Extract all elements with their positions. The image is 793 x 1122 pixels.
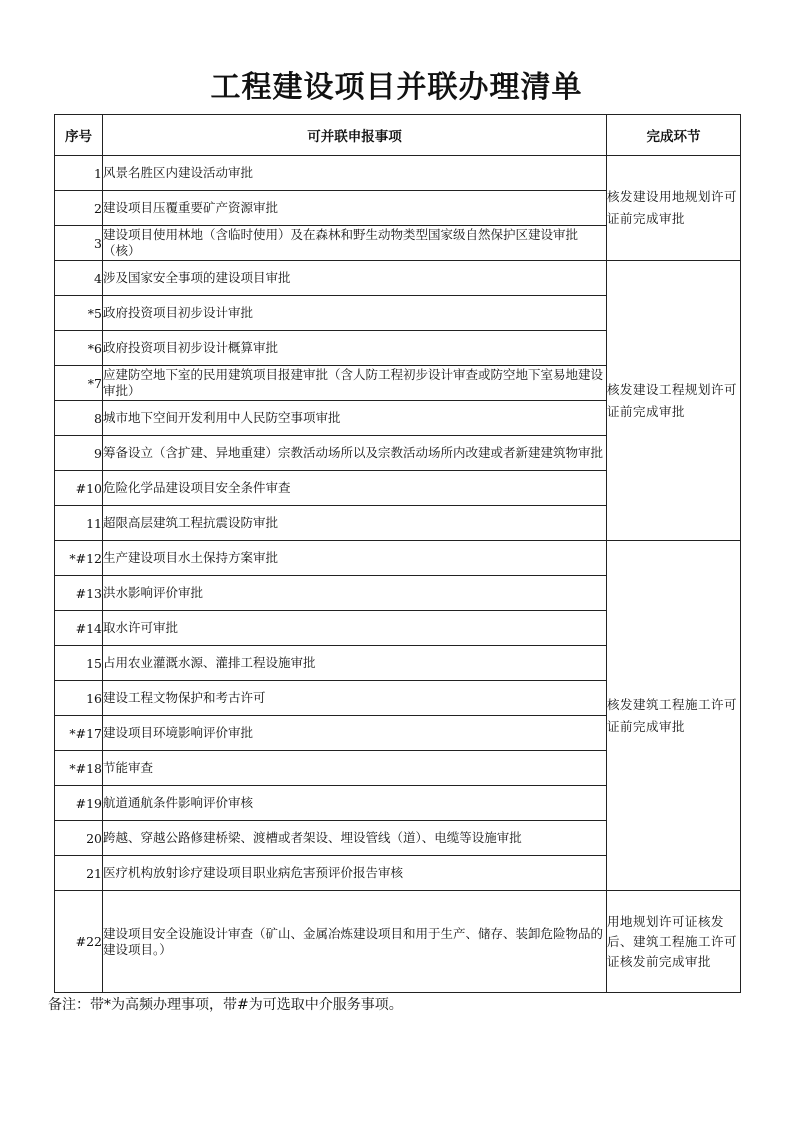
item-name: 洪水影响评价审批 (103, 576, 607, 611)
item-number: *6 (55, 331, 103, 366)
item-name: 航道通航条件影响评价审核 (103, 786, 607, 821)
item-number: 15 (55, 646, 103, 681)
item-name: 政府投资项目初步设计概算审批 (103, 331, 607, 366)
parallel-approval-table (54, 114, 741, 993)
table-body (55, 156, 741, 993)
footnote: 备注：带*为高频办理事项，带#为可选取中介服务事项。 (48, 997, 403, 1013)
header-item: 可并联申报事项 (103, 115, 607, 156)
item-number: #19 (55, 786, 103, 821)
table-header-row (55, 115, 741, 156)
item-number: #14 (55, 611, 103, 646)
item-name: 危险化学品建设项目安全条件审查 (103, 471, 607, 506)
item-number: 16 (55, 681, 103, 716)
item-name: 超限高层建筑工程抗震设防审批 (103, 506, 607, 541)
item-name: 筹备设立（含扩建、异地重建）宗教活动场所以及宗教活动场所内改建或者新建建筑物审批 (103, 436, 607, 471)
item-number: #13 (55, 576, 103, 611)
table-row (55, 891, 741, 993)
header-num: 序号 (55, 115, 103, 156)
item-name: 医疗机构放射诊疗建设项目职业病危害预评价报告审核 (103, 856, 607, 891)
item-name: 应建防空地下室的民用建筑项目报建审批（含人防工程初步设计审查或防空地下室易地建设审批） (103, 366, 607, 401)
header-stage: 完成环节 (607, 115, 741, 156)
item-name: 取水许可审批 (103, 611, 607, 646)
completion-stage: 核发建筑工程施工许可证前完成审批 (607, 541, 741, 891)
completion-stage: 核发建设用地规划许可证前完成审批 (607, 156, 741, 261)
item-name: 风景名胜区内建设活动审批 (103, 156, 607, 191)
item-number: 20 (55, 821, 103, 856)
item-name: 节能审查 (103, 751, 607, 786)
item-name: 建设工程文物保护和考古许可 (103, 681, 607, 716)
item-number: *7 (55, 366, 103, 401)
item-number: 8 (55, 401, 103, 436)
item-number: 11 (55, 506, 103, 541)
item-name: 建设项目压覆重要矿产资源审批 (103, 191, 607, 226)
table-row (55, 541, 741, 576)
item-number: #22 (55, 891, 103, 993)
item-number: 4 (55, 261, 103, 296)
item-number: 9 (55, 436, 103, 471)
completion-stage: 核发建设工程规划许可证前完成审批 (607, 261, 741, 541)
item-name: 生产建设项目水土保持方案审批 (103, 541, 607, 576)
table-row (55, 261, 741, 296)
document-title: 工程建设项目并联办理清单 (210, 70, 583, 105)
item-number: 3 (55, 226, 103, 261)
item-number: 1 (55, 156, 103, 191)
item-number: *5 (55, 296, 103, 331)
item-name: 建设项目使用林地（含临时使用）及在森林和野生动物类型国家级自然保护区建设审批（核） (103, 226, 607, 261)
item-name: 占用农业灌溉水源、灌排工程设施审批 (103, 646, 607, 681)
item-number: *#12 (55, 541, 103, 576)
item-number: *#18 (55, 751, 103, 786)
item-number: 21 (55, 856, 103, 891)
item-name: 建设项目安全设施设计审查（矿山、金属冶炼建设项目和用于生产、储存、装卸危险物品的建设项目。） (103, 891, 607, 993)
item-number: 2 (55, 191, 103, 226)
item-number: #10 (55, 471, 103, 506)
item-name: 跨越、穿越公路修建桥梁、渡槽或者架设、埋设管线（道）、电缆等设施审批 (103, 821, 607, 856)
item-number: *#17 (55, 716, 103, 751)
completion-stage: 用地规划许可证核发后、建筑工程施工许可证核发前完成审批 (607, 891, 741, 993)
item-name: 建设项目环境影响评价审批 (103, 716, 607, 751)
item-name: 政府投资项目初步设计审批 (103, 296, 607, 331)
item-name: 涉及国家安全事项的建设项目审批 (103, 261, 607, 296)
item-name: 城市地下空间开发利用中人民防空事项审批 (103, 401, 607, 436)
table-row (55, 156, 741, 191)
